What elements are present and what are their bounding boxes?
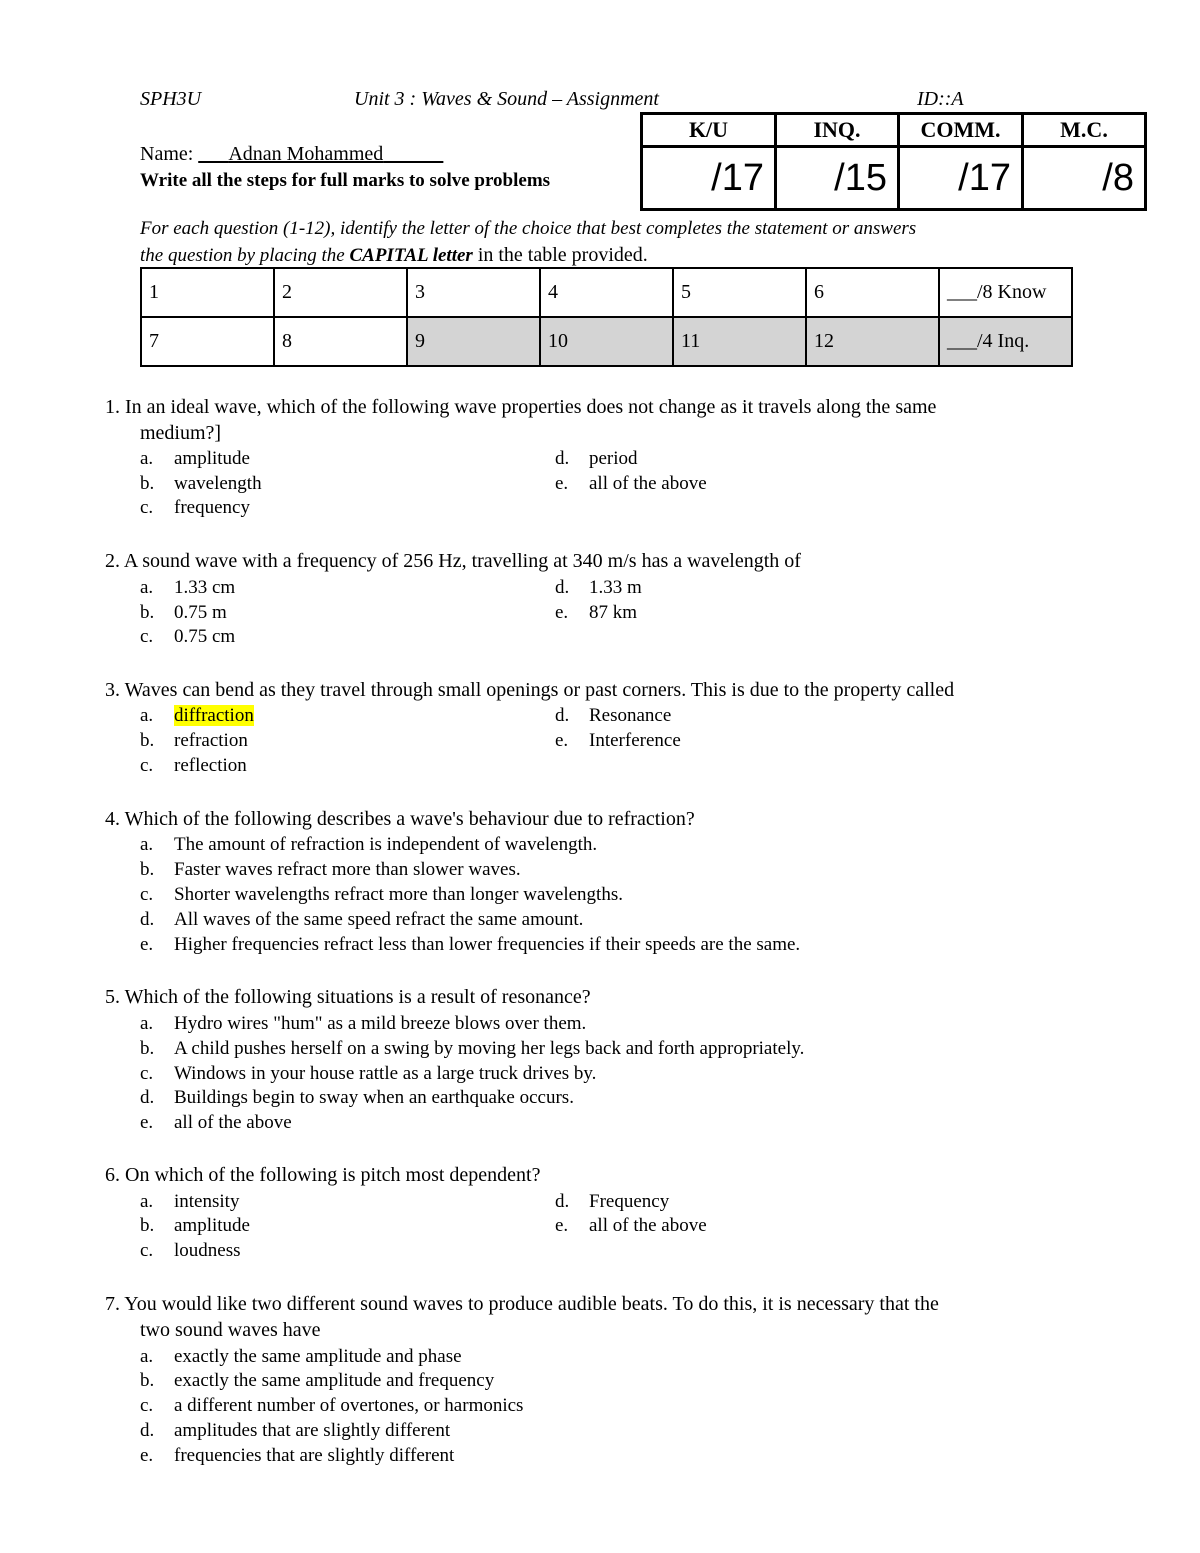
answer-cell[interactable]: 4	[540, 268, 673, 317]
mc-instruction-line1: For each question (1-12), identify the letter of the choice that best completes the statement or answers	[140, 218, 917, 239]
marks-value-mc[interactable]	[1023, 147, 1146, 210]
question-number: 1.	[105, 396, 120, 418]
answer-table	[140, 267, 1073, 367]
question-text: Which of the following describes a wave's behaviour due to refraction?	[124, 808, 695, 830]
question-number: 2.	[105, 550, 120, 572]
assignment-id: ID::A	[917, 88, 964, 110]
question-number: 4.	[105, 808, 120, 830]
student-name: Adnan Mohammed	[228, 143, 384, 165]
name-prefix: ___	[198, 143, 229, 165]
question-stem	[105, 986, 591, 1009]
answer-cell[interactable]: 2	[274, 268, 407, 317]
question-number: 3.	[105, 679, 120, 701]
mc-instruction-prefix: the question by placing the	[140, 245, 350, 266]
option-e[interactable]: e. all of the above	[140, 1112, 292, 1133]
option-e[interactable]: e. 87 km	[555, 602, 638, 623]
option-b[interactable]: b. 0.75 m	[140, 602, 227, 623]
marks-comm-total: /17	[958, 156, 1011, 199]
marks-header-comm: COMM.	[899, 114, 1023, 147]
answer-cell[interactable]: 7	[141, 317, 274, 366]
marks-value-comm[interactable]	[899, 147, 1023, 210]
marks-value-inq[interactable]	[776, 147, 899, 210]
question-number: 6.	[105, 1164, 120, 1186]
option-a[interactable]: a. The amount of refraction is independent of wavelength.	[140, 834, 598, 855]
option-a[interactable]: a. intensity	[140, 1191, 240, 1212]
assignment-title: Unit 3 : Waves & Sound – Assignment	[354, 88, 659, 110]
option-c[interactable]: c. Windows in your house rattle as a large truck drives by.	[140, 1063, 597, 1084]
answer-cell[interactable]: 1	[141, 268, 274, 317]
question-stem-continued: two sound waves have	[140, 1319, 321, 1341]
option-d[interactable]: d. Buildings begin to sway when an earthquake occurs.	[140, 1087, 574, 1108]
question-number: 7.	[105, 1293, 120, 1315]
marks-mc-total: /8	[1102, 156, 1134, 199]
option-c[interactable]: c. Shorter wavelengths refract more than longer wavelengths.	[140, 884, 623, 905]
mc-instruction-suffix: in the table provided.	[472, 244, 648, 266]
option-c[interactable]: c. frequency	[140, 497, 250, 518]
question-stem	[105, 550, 801, 573]
answer-cell[interactable]: 12	[806, 317, 939, 366]
highlighted-answer: diffraction	[174, 705, 254, 726]
steps-instruction: Write all the steps for full marks to solve problems	[140, 170, 551, 191]
option-d[interactable]: d. period	[555, 448, 638, 469]
answer-score-know[interactable]: ___/8 Know	[939, 268, 1072, 317]
answer-cell[interactable]: 5	[673, 268, 806, 317]
name-line	[140, 143, 443, 166]
marks-ku-total: /17	[711, 156, 764, 199]
mc-instruction-bold: CAPITAL letter	[349, 245, 473, 266]
question-text: A sound wave with a frequency of 256 Hz, travelling at 340 m/s has a wavelength of	[123, 550, 801, 572]
option-e[interactable]: e. Interference	[555, 730, 681, 751]
question-number: 5.	[105, 986, 120, 1008]
marks-header-inq: INQ.	[776, 114, 899, 147]
name-suffix: ______	[383, 143, 444, 165]
option-b[interactable]: b. amplitude	[140, 1215, 250, 1236]
option-e[interactable]: e. Higher frequencies refract less than lower frequencies if their speeds are the same.	[140, 934, 801, 955]
answer-score-inq[interactable]: ___/4 Inq.	[939, 317, 1072, 366]
answer-cell[interactable]: 8	[274, 317, 407, 366]
option-d[interactable]: d. 1.33 m	[555, 577, 642, 598]
option-c[interactable]: c. reflection	[140, 755, 247, 776]
option-a[interactable]: a. 1.33 cm	[140, 577, 236, 598]
marks-inq-total: /15	[834, 156, 887, 199]
option-d[interactable]: d. All waves of the same speed refract the same amount.	[140, 909, 584, 930]
answer-cell[interactable]: 9	[407, 317, 540, 366]
option-b[interactable]: b. wavelength	[140, 473, 262, 494]
answer-cell[interactable]: 11	[673, 317, 806, 366]
question-text: Waves can bend as they travel through small openings or past corners. This is due to the property called	[124, 679, 955, 701]
option-b[interactable]: b. exactly the same amplitude and frequency	[140, 1370, 495, 1391]
question-text: On which of the following is pitch most dependent?	[125, 1164, 541, 1186]
option-a[interactable]: a. Hydro wires "hum" as a mild breeze blows over them.	[140, 1013, 587, 1034]
option-c[interactable]: c. loudness	[140, 1240, 241, 1261]
answer-cell[interactable]: 6	[806, 268, 939, 317]
question-stem	[105, 396, 936, 419]
marks-header-mc: M.C.	[1023, 114, 1146, 147]
answer-cell[interactable]: 3	[407, 268, 540, 317]
marks-header-ku: K/U	[642, 114, 776, 147]
option-b[interactable]: b. Faster waves refract more than slower waves.	[140, 859, 521, 880]
name-label: Name:	[140, 143, 194, 165]
question-stem	[105, 679, 954, 702]
question-text: Which of the following situations is a result of resonance?	[124, 986, 591, 1008]
name-field[interactable]	[198, 143, 443, 165]
marks-table	[640, 112, 1147, 211]
question-text: You would like two different sound waves to produce audible beats. To do this, it is necessary that the	[124, 1293, 939, 1315]
question-stem	[105, 1164, 540, 1187]
question-stem-continued: medium?]	[140, 422, 222, 444]
option-c[interactable]: c. 0.75 cm	[140, 626, 236, 647]
option-b[interactable]: b. refraction	[140, 730, 248, 751]
course-code: SPH3U	[140, 88, 202, 110]
option-d[interactable]: d. Resonance	[555, 705, 672, 726]
option-c[interactable]: c. a different number of overtones, or harmonics	[140, 1395, 524, 1416]
option-e[interactable]: e. all of the above	[555, 1215, 707, 1236]
answer-cell[interactable]: 10	[540, 317, 673, 366]
question-text: In an ideal wave, which of the following wave properties does not change as it travels along the same	[125, 396, 937, 418]
option-a[interactable]: a. exactly the same amplitude and phase	[140, 1346, 462, 1367]
option-e[interactable]: e. frequencies that are slightly different	[140, 1445, 455, 1466]
mc-instruction-line2	[140, 244, 648, 267]
option-a[interactable]: a. amplitude	[140, 448, 250, 469]
question-stem	[105, 1293, 939, 1316]
option-d[interactable]: d. amplitudes that are slightly different	[140, 1420, 451, 1441]
marks-value-ku[interactable]	[642, 147, 776, 210]
option-e[interactable]: e. all of the above	[555, 473, 707, 494]
option-b[interactable]: b. A child pushes herself on a swing by moving her legs back and forth appropriately.	[140, 1038, 805, 1059]
option-d[interactable]: d. Frequency	[555, 1191, 670, 1212]
question-stem	[105, 808, 695, 831]
option-a[interactable]: a. diffraction	[140, 705, 254, 726]
